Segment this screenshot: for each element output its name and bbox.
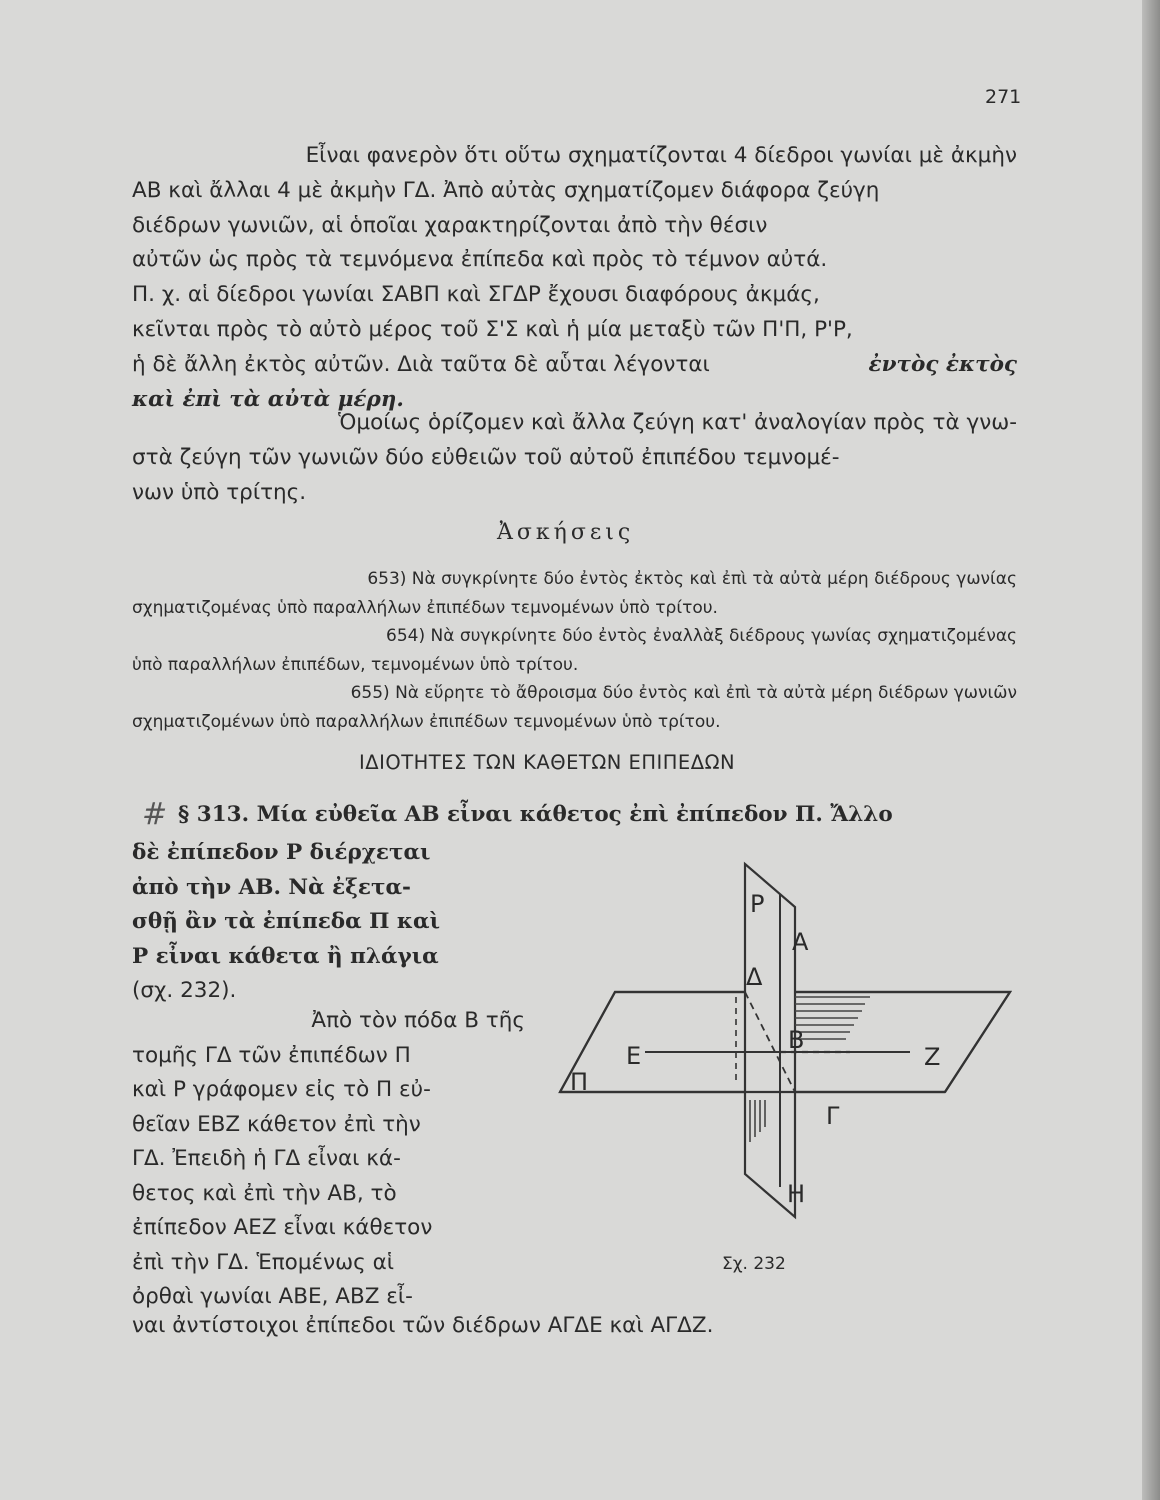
text-line: διέδρων γωνιῶν, αἱ ὁποῖαι χαρακτηρίζονται ἀπὸ τὴν θέσιν: [132, 212, 768, 238]
handwritten-mark: #: [142, 797, 168, 832]
text-span: Ὁμοίως ὁρίζομεν καὶ ἄλλα ζεύγη κατ' ἀναλογίαν πρὸς τὰ γνω-: [338, 410, 1017, 435]
text-line: Ρ εἶναι κάθετα ἢ πλάγια: [132, 943, 439, 969]
emphasis-text: καὶ ἐπὶ τὰ αὐτὰ μέρη.: [132, 386, 404, 412]
text-line: [132, 139, 1017, 174]
page-edge-shadow: [1142, 0, 1160, 1500]
exercise-653: [132, 565, 1017, 622]
text-line: (σχ. 232).: [132, 978, 237, 1003]
text-line: ἐπίπεδον ΑΕΖ εἶναι κάθετον: [132, 1215, 433, 1240]
text-line: Π. χ. αἱ δίεδροι γωνίαι ΣΑΒΠ καὶ ΣΓΔΡ ἔχουσι διαφόρους ἀκμάς,: [132, 282, 820, 308]
proof-text: [132, 1004, 525, 1315]
text-span: ἡ δὲ ἄλλη ἐκτὸς αὐτῶν. Διὰ ταῦτα δὲ αὗται λέγονται: [132, 351, 710, 377]
text-line: αὐτῶν ὡς πρὸς τὰ τεμνόμενα ἐπίπεδα καὶ πρὸς τὸ τέμνον αὐτά.: [132, 247, 828, 273]
text-span: Εἶναι φανερὸν ὅτι οὕτω σχηματίζονται 4 δίεδροι γωνίαι μὲ ἀκμὴν: [305, 143, 1017, 168]
paragraph-2: [132, 406, 1017, 510]
text-line: [132, 622, 1017, 651]
theorem-continuation: [132, 836, 525, 1009]
label-delta: Δ: [746, 963, 763, 991]
label-gamma: Γ: [826, 1102, 840, 1130]
text-span: 654) Νὰ συγκρίνητε δύο ἐντὸς ἐναλλὰξ διέδρους γωνίας σχηματιζομένας: [386, 626, 1017, 646]
text-line: ἀπὸ τὴν ΑΒ. Νὰ ἐξετα-: [132, 874, 411, 900]
text-line: κεῖνται πρὸς τὸ αὐτὸ μέρος τοῦ Σ'Σ καὶ ἡ μία μεταξὺ τῶν Π'Π, Ρ'Ρ,: [132, 316, 853, 342]
label-rho: Ρ: [750, 890, 765, 918]
text-line: [132, 679, 1017, 708]
text-line: ὀρθαὶ γωνίαι ΑΒΕ, ΑΒΖ εἶ-: [132, 1284, 413, 1309]
text-line: [132, 565, 1017, 594]
emphasis-text: ἐντὸς ἐκτὸς: [868, 351, 1017, 377]
text-line: καὶ Ρ γράφομεν εἰς τὸ Π εὐ-: [132, 1077, 431, 1102]
label-alpha: Α: [792, 928, 809, 956]
text-line: τομῆς ΓΔ τῶν ἐπιπέδων Π: [132, 1042, 411, 1068]
text-line: ΓΔ. Ἐπειδὴ ἡ ΓΔ εἶναι κά-: [132, 1146, 401, 1171]
label-pi: Π: [570, 1068, 589, 1096]
page-number: 271: [985, 86, 1022, 108]
text-line: ἐπὶ τὴν ΓΔ. Ἑπομένως αἱ: [132, 1249, 395, 1275]
text-line: σθῇ ἂν τὰ ἐπίπεδα Π καὶ: [132, 909, 440, 934]
text-line: νων ὑπὸ τρίτης.: [132, 479, 307, 505]
text-line: θετος καὶ ἐπὶ τὴν ΑΒ, τὸ: [132, 1180, 397, 1206]
section-heading: ΙΔΙΟΤΗΤΕΣ ΤΩΝ ΚΑΘΕΤΩΝ ΕΠΙΠΕΔΩΝ: [359, 751, 736, 774]
text-line: ὑπὸ παραλλήλων ἐπιπέδων, τεμνομένων ὑπὸ τρίτου.: [132, 654, 579, 675]
text-line: στὰ ζεύγη τῶν γωνιῶν δύο εὐθειῶν τοῦ αὐτοῦ ἐπιπέδου τεμνομέ-: [132, 444, 840, 470]
text-line: ναι ἀντίστοιχοι ἐπίπεδοι τῶν διέδρων ΑΓΔΕ καὶ ΑΓΔΖ.: [132, 1313, 714, 1338]
text-span: Ἀπὸ τὸν πόδα Β τῆς: [311, 1008, 525, 1033]
paragraph-1: [132, 139, 1017, 417]
label-epsilon: Ε: [626, 1042, 642, 1070]
text-line: θεῖαν ΕΒΖ κάθετον ἐπὶ τὴν: [132, 1111, 421, 1137]
text-line: ΑΒ καὶ ἄλλαι 4 μὲ ἀκμὴν ΓΔ. Ἀπὸ αὐτὰς σχηματίζομεν διάφορα ζεύγη: [132, 177, 880, 203]
label-zeta: Ζ: [924, 1043, 941, 1071]
figure-caption: Σχ. 232: [722, 1254, 786, 1274]
exercises-title: Ἀσκήσεις: [497, 520, 635, 545]
text-line: σχηματιζομένων ὑπὸ παραλλήλων ἐπιπέδων τεμνομένων ὑπὸ τρίτου.: [132, 711, 721, 732]
label-eta: Η: [787, 1180, 806, 1208]
text-line: [132, 1004, 525, 1039]
text-span: 653) Νὰ συγκρίνητε δύο ἐντὸς ἐκτὸς καὶ ἐπὶ τὰ αὐτὰ μέρη διέδρους γωνίας: [367, 569, 1017, 589]
text-line: [132, 348, 1017, 383]
text-line: δὲ ἐπίπεδον Ρ διέρχεται: [132, 840, 431, 865]
exercise-655: [132, 679, 1017, 736]
label-beta: Β: [788, 1026, 805, 1054]
text-line: [132, 406, 1017, 441]
figure-232-diagram: [550, 852, 1020, 1252]
text-line: σχηματιζομένας ὑπὸ παραλλήλων ἐπιπέδων τεμνομένων ὑπὸ τρίτου.: [132, 597, 718, 618]
exercise-654: [132, 622, 1017, 679]
text-span: 655) Νὰ εὕρητε τὸ ἄθροισμα δύο ἐντὸς καὶ ἐπὶ τὰ αὐτὰ μέρη διέδρων γωνιῶν: [350, 683, 1017, 703]
plane-pi-right-edge: [795, 992, 1010, 1092]
theorem-statement: § 313. Μία εὐθεῖα ΑΒ εἶναι κάθετος ἐπὶ ἐπίπεδον Π. Ἄλλο: [178, 802, 893, 827]
